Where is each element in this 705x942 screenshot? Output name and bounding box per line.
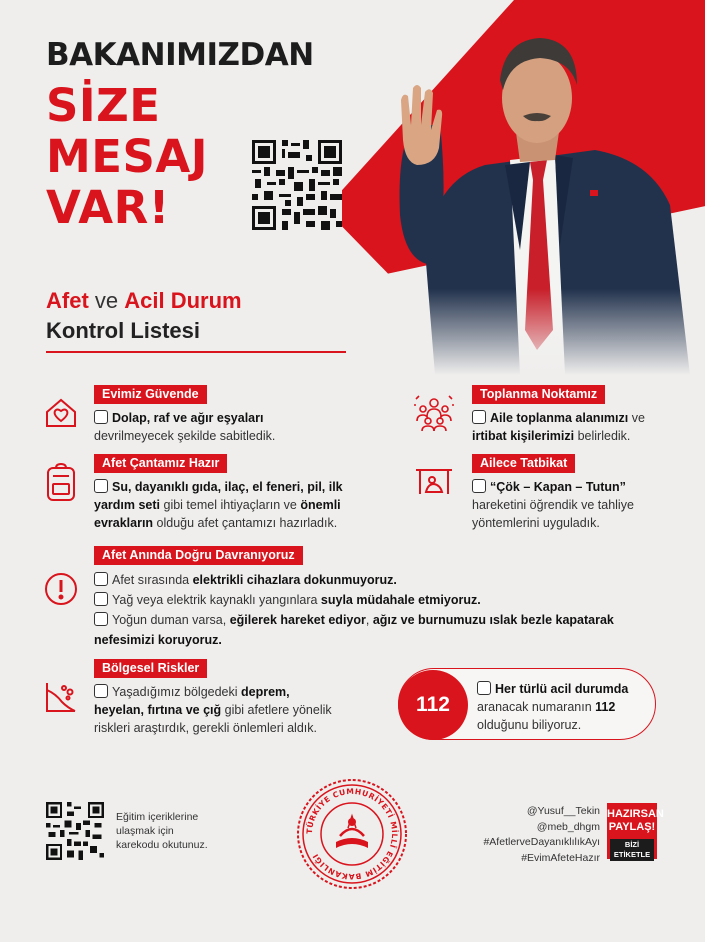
- list-item: Afet sırasında elektrikli cihazlara dokunmuyoruz.: [94, 570, 664, 590]
- ministry-seal-logo: [296, 778, 408, 890]
- svg-text:TÜRKİYE CUMHURİYETİ MİLLÎ EĞİT: [305, 787, 399, 881]
- minister-photo: [395, 30, 695, 375]
- hashtag-1[interactable]: #AfetlerveDayanıklılıkAyı: [483, 836, 600, 848]
- hashtag-2[interactable]: #EvimAfeteHazır: [521, 851, 600, 864]
- checkbox[interactable]: [94, 572, 108, 586]
- section-title: Evimiz Güvende: [94, 385, 207, 404]
- table-shelter-icon: [414, 466, 454, 496]
- exclamation-circle-icon: [44, 572, 78, 606]
- checkbox[interactable]: [94, 479, 108, 493]
- qr-instruction: Eğitim içeriklerine ulaşmak için karekodu okutunuz.: [116, 811, 208, 851]
- seal-text: TÜRKİYE CUMHURİYETİ MİLLÎ EĞİTİM BAKANLIĞI: [304, 786, 400, 882]
- emergency-number: 112: [398, 670, 468, 740]
- checkbox[interactable]: [94, 592, 108, 606]
- section-bolgesel: Bölgesel Riskler Yaşadığımız bölgedeki deprem, heyelan, fırtına ve çığ gibi afetlere yönelik riskleri araştırdık, gerekli önlemleri aldık.: [94, 661, 332, 735]
- checkbox[interactable]: [472, 410, 486, 424]
- list-item: Yoğun duman varsa, eğilerek hareket ediyor, ağız ve burnumuzu ıslak bezle kapatarak nefesimizi koruyoruz.: [94, 613, 614, 647]
- qr-code-top[interactable]: [252, 140, 342, 230]
- list-item: Yağ veya elektrik kaynaklı yangınlara suyla müdahale etmiyoruz.: [94, 590, 664, 610]
- section-title: Ailece Tatbikat: [472, 454, 575, 473]
- checkbox[interactable]: [94, 612, 108, 626]
- social-handles: [448, 804, 600, 866]
- section-title: Afet Çantamız Hazır: [94, 454, 227, 473]
- section-canta: Afet Çantamız Hazır Su, dayanıklı gıda, ilaç, el feneri, pil, ilk yardım seti gibi temel ihtiyaçların ve önemli evrakların olduğu afet çantamızı hazırladık.: [94, 456, 343, 530]
- checkbox[interactable]: [477, 681, 491, 695]
- title-underline: [46, 351, 346, 353]
- headline-line2: SİZE: [46, 79, 161, 132]
- section-title: Toplanma Noktamız: [472, 385, 605, 404]
- share-badge: HAZIRSAN PAYLAŞ! BİZİ ETİKETLE: [607, 803, 657, 859]
- landslide-icon: [44, 680, 78, 714]
- handle-minister[interactable]: @Yusuf__Tekin: [526, 805, 600, 817]
- checkbox[interactable]: [94, 684, 108, 698]
- emergency-112-badge: 112 Her türlü acil durumda aranacak numaranın 112 olduğunu biliyoruz.: [398, 668, 656, 740]
- section-tatbikat: Ailece Tatbikat “Çök – Kapan – Tutun” hareketini öğrendik ve tahliye yöntemlerini uyguladık.: [472, 456, 634, 530]
- checkbox[interactable]: [472, 479, 486, 493]
- headline-line3: MESAJ: [46, 130, 208, 183]
- section-davranis: [94, 546, 664, 650]
- backpack-icon: [44, 462, 78, 502]
- people-group-icon: [413, 391, 455, 433]
- headline-line4: VAR!: [46, 181, 170, 234]
- checklist-title: Afet ve Acil Durum Kontrol Listesi: [46, 288, 242, 343]
- handle-dhgm[interactable]: @meb_dhgm: [536, 820, 600, 833]
- house-heart-icon: [44, 396, 78, 430]
- headline-line1: BAKANIMIZDAN: [46, 37, 314, 73]
- qr-code-footer[interactable]: [46, 802, 104, 860]
- section-title: Afet Anında Doğru Davranıyoruz: [94, 546, 303, 565]
- section-toplanma: Toplanma Noktamız Aile toplanma alanımızı ve irtibat kişilerimizi belirledik.: [472, 387, 645, 443]
- checkbox[interactable]: [94, 410, 108, 424]
- section-title: Bölgesel Riskler: [94, 659, 207, 678]
- section-evimiz: Evimiz Güvende Dolap, raf ve ağır eşyaları devrilmeyecek şekilde sabitledik.: [94, 387, 276, 443]
